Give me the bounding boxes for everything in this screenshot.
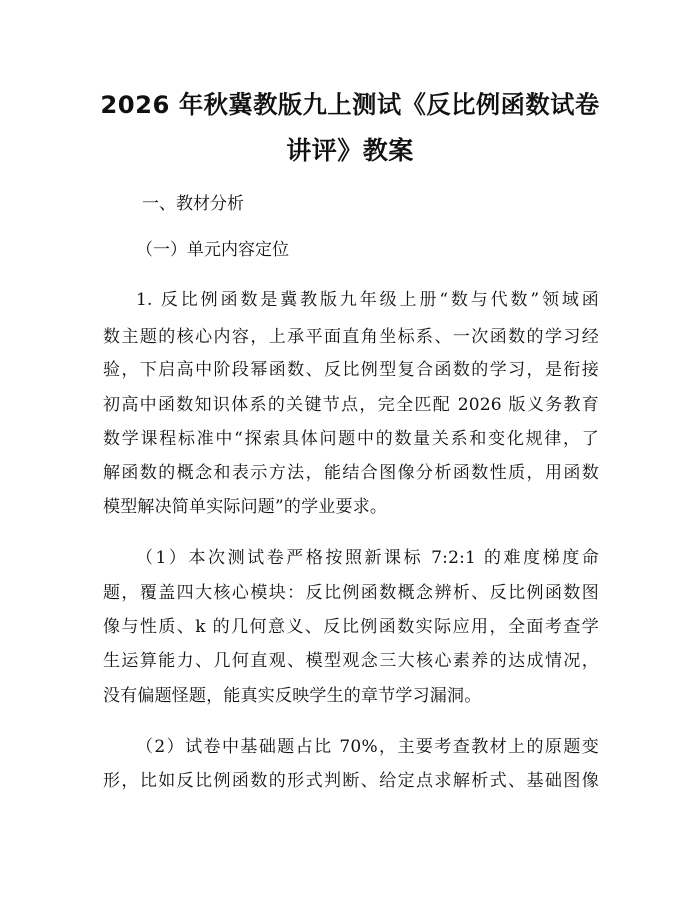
paragraph-2-line-1: （1）本次测试卷严格按照新课标 7:2:1 的难度梯度命 [136, 548, 599, 568]
paragraph-2-line-2: 题，覆盖四大核心模块：反比例函数概念辨析、反比例函数图 [103, 583, 599, 603]
paragraph-2-line-4: 生运算能力、几何直观、模型观念三大核心素养的达成情况， [103, 651, 599, 671]
paragraph-1-line-3: 验，下启高中阶段幂函数、反比例型复合函数的学习，是衔接 [103, 360, 599, 380]
paragraph-1-line-4: 初高中函数知识体系的关键节点，完全匹配 2026 版义务教育 [103, 395, 599, 415]
document-title-line-1: 2026 年秋冀教版九上测试《反比例函数试卷 [100, 90, 600, 119]
paragraph-3-line-1: （2）试卷中基础题占比 70%，主要考查教材上的原题变 [136, 737, 599, 757]
paragraph-3-line-2: 形，比如反比例函数的形式判断、给定点求解析式、基础图像 [103, 771, 599, 791]
section-heading-textbook-analysis: 一、教材分析 [142, 194, 244, 214]
paragraph-1-line-1: 1. 反比例函数是冀教版九年级上册“数与代数”领域函 [136, 290, 599, 310]
paragraph-2-line-5: 没有偏题怪题，能真实反映学生的章节学习漏洞。 [103, 686, 482, 706]
paragraph-1-line-2: 数主题的核心内容，上承平面直角坐标系、一次函数的学习经 [103, 327, 599, 347]
paragraph-2-line-3: 像与性质、k 的几何意义、反比例函数实际应用，全面考查学 [103, 617, 599, 637]
paragraph-1-line-6: 解函数的概念和表示方法，能结合图像分析函数性质，用函数 [103, 463, 599, 483]
paragraph-1-line-5: 数学课程标准中“探索具体问题中的数量关系和变化规律，了 [103, 429, 599, 449]
paragraph-1-line-7: 模型解决简单实际问题”的学业要求。 [103, 497, 388, 517]
subsection-heading-unit-positioning: （一）单元内容定位 [136, 240, 289, 260]
document-title-line-2: 讲评》教案 [286, 136, 414, 165]
